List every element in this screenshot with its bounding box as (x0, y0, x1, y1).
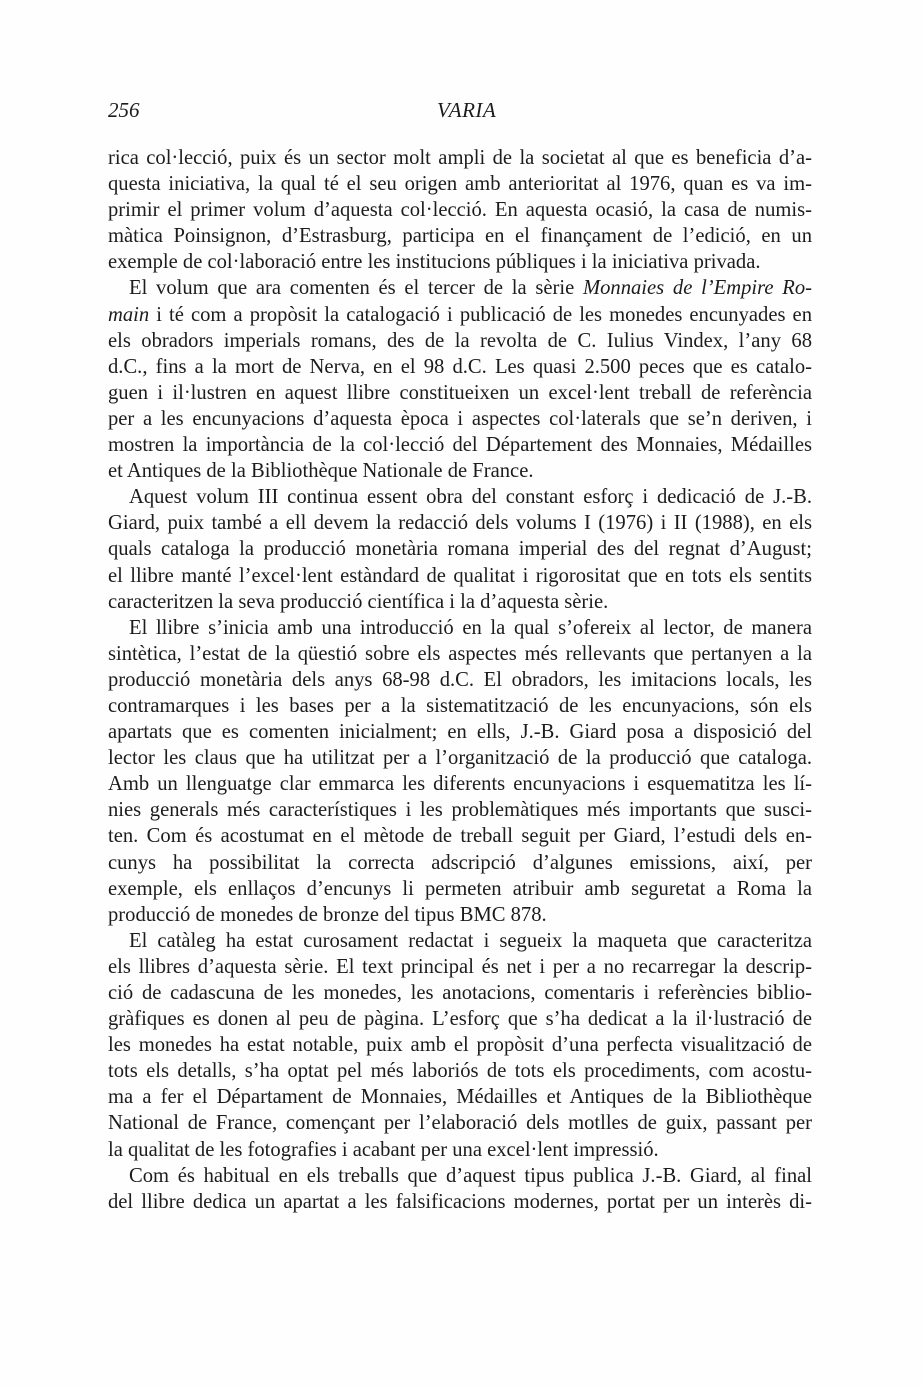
text-line: les monedes ha estat notable, puix amb el propòsit d’una perfecta visualització de (108, 1034, 812, 1057)
text-line: caracteritzen la seva producció científica i la d’aquesta sèrie. (108, 590, 609, 613)
text-line: el llibre manté l’excel·lent estàndard de qualitat i rigorositat que en tots els sentits (108, 564, 812, 587)
text-line: quals cataloga la producció monetària romana imperial des del regnat d’August; (108, 538, 812, 561)
text-line: producció monetària dels anys 68-98 d.C. El obradors, les imitacions locals, les (108, 668, 812, 691)
book-title-italic: Monnaies de l’Empire Ro- (582, 277, 812, 300)
text-line: els llibres d’aquesta sèrie. El text principal és net i per a no recarregar la descrip- (108, 955, 812, 978)
text-line: exemple de col·laboració entre les institucions públiques i la iniciativa privada. (108, 251, 761, 274)
text-line: exemple, els enllaços d’encunys li permeten atribuir amb seguretat a Roma la (108, 877, 812, 900)
text-line: Aquest volum III continua essent obra del constant esforç i dedicació de J.-B. (129, 486, 812, 509)
text-line: rica col·lecció, puix és un sector molt ampli de la societat al que es beneficia d’a- (108, 147, 812, 169)
text-line: els obradors imperials romans, des de la revolta de C. Iulius Vindex, l’any 68 (108, 329, 812, 352)
running-title: VARIA (437, 98, 497, 122)
text-line: producció de monedes de bronze del tipus BMC 878. (108, 903, 547, 926)
text-line: primir el primer volum d’aquesta col·lecció. En aquesta ocasió, la casa de numis- (108, 199, 812, 222)
text-line: la qualitat de les fotografies i acabant per una excel·lent impressió. (108, 1138, 659, 1161)
running-head (108, 96, 812, 124)
text-line: apartats que es comenten inicialment; en ells, J.-B. Giard posa a disposició del (108, 721, 812, 744)
text-line: National de France, començant per l’elaboració dels motlles de guix, passant per (108, 1112, 812, 1135)
text-run: El volum que ara comenten és el tercer de la sèrie (129, 277, 583, 300)
text-line: tots els detalls, s’ha optat pel més laboriós de tots els procediments, com acostu- (108, 1060, 812, 1083)
text-line: d.C., fins a la mort de Nerva, en el 98 d.C. Les quasi 2.500 peces que es catalo- (108, 355, 812, 378)
text-line: ció de cadascuna de les monedes, les anotacions, comentaris i referències biblio- (108, 982, 812, 1004)
text-line: guen i il·lustren en aquest llibre constitueixen un excel·lent treball de referència (108, 381, 812, 404)
text-line: Com és habitual en els treballs que d’aquest tipus publica J.-B. Giard, al final (129, 1164, 812, 1187)
text-line: lector les claus que ha utilitzat per a l’organització de la producció que cataloga. (108, 747, 812, 770)
text-line: questa iniciativa, la qual té el seu origen amb anterioritat al 1976, quan es va im- (108, 173, 812, 196)
text-line: gràfiques es donen al peu de pàgina. L’esforç que s’ha dedicat a la il·lustració de (108, 1008, 812, 1031)
text-line: mostren la importància de la col·lecció del Département des Monnaies, Médailles (108, 434, 812, 457)
text-line: El llibre s’inicia amb una introducció en la qual s’ofereix al lector, de manera (129, 616, 812, 639)
text-line (108, 302, 812, 328)
text-line: sintètica, l’estat de la qüestió sobre els aspectes més rellevants que pertanyen a la (108, 642, 812, 665)
text-line: Amb un llenguatge clar emmarca les diferents encunyacions i esquematitza les lí- (108, 773, 812, 796)
text-line: del llibre dedica un apartat a les falsificacions modernes, portat per un interès di- (108, 1190, 812, 1213)
text-line: et Antiques de la Bibliothèque Nationale de France. (108, 460, 534, 483)
text-line: ten. Com és acostumat en el mètode de treball seguit per Giard, l’estudi dels en- (108, 825, 812, 848)
page-number: 256 (108, 98, 140, 122)
text-line: El catàleg ha estat curosament redactat i segueix la maqueta que caracteritza (129, 929, 812, 952)
text-line: contramarques i les bases per a la sistematització de les encunyacions, són els (108, 694, 812, 717)
text-line: ma a fer el Départament de Monnaies, Médailles et Antiques de la Bibliothèque (108, 1086, 812, 1109)
text-run: i té com a propòsit la catalogació i publicació de les monedes encunyades en (149, 303, 812, 326)
text-line: cunys ha possibilitat la correcta adscripció d’algunes emissions, així, per (108, 851, 812, 874)
text-line: per a les encunyacions d’aquesta època i aspectes col·laterals que se’n deriven, i (108, 407, 812, 430)
body-text (108, 145, 812, 1215)
book-title-italic: main (108, 303, 150, 326)
text-line: Giard, puix també a ell devem la redacció dels volums I (1976) i II (1988), en els (108, 512, 812, 535)
text-line (108, 275, 812, 301)
text-line: nies generals més característiques i les problemàtiques més importants que susci- (108, 799, 812, 822)
text-line: màtica Poinsignon, d’Estrasburg, participa en el finançament de l’edició, en un (108, 225, 812, 248)
